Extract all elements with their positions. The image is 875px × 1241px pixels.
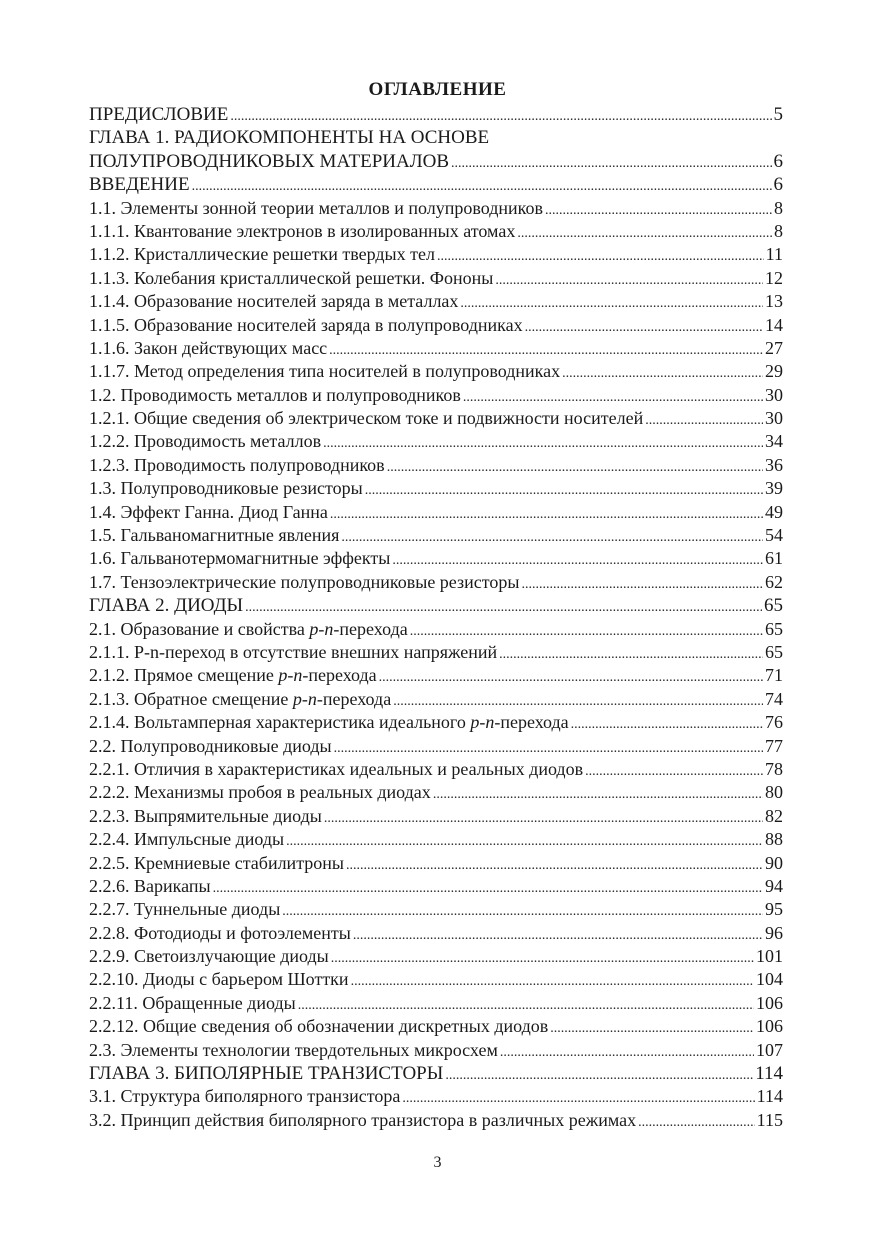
toc-entry-label: ВВЕДЕНИЕ <box>89 174 190 196</box>
toc-entry[interactable] <box>89 454 783 477</box>
toc-entry-label: ГЛАВА 3. БИПОЛЯРНЫЕ ТРАНЗИСТОРЫ <box>89 1063 444 1085</box>
toc-entry-label: 1.2.3. Проводимость полупроводников <box>89 454 385 475</box>
toc-entry-label: 1.1.5. Образование носителей заряда в полупроводниках <box>89 314 523 335</box>
dot-leader <box>379 666 763 689</box>
dot-leader <box>410 620 763 643</box>
dot-leader <box>645 409 763 432</box>
toc-entry-label: 1.2. Проводимость металлов и полупроводников <box>89 384 461 405</box>
toc-entry-page: 65 <box>765 641 783 662</box>
toc-entry-page: 49 <box>765 501 783 522</box>
toc-entry[interactable] <box>89 220 783 243</box>
toc-entry-page: 76 <box>765 712 783 733</box>
toc-entry-page: 13 <box>765 291 783 312</box>
toc-entry[interactable] <box>89 197 783 220</box>
toc-entry-page: 6 <box>773 174 783 196</box>
toc-entry[interactable] <box>89 1062 783 1085</box>
toc-entry[interactable] <box>89 664 783 687</box>
toc-entry-page: 77 <box>765 735 783 756</box>
toc-entry-label: ГЛАВА 1. РАДИОКОМПОНЕНТЫ НА ОСНОВЕ <box>89 127 490 149</box>
toc-entry[interactable] <box>89 758 783 781</box>
dot-leader <box>351 970 754 993</box>
toc-entry-label: 1.1.1. Квантование электронов в изолированных атомах <box>89 220 516 241</box>
toc-entry-page: 106 <box>756 992 783 1013</box>
toc-entry-page: 65 <box>764 595 783 617</box>
toc-entry[interactable] <box>89 501 783 524</box>
dot-leader <box>585 760 763 783</box>
dot-leader <box>353 924 763 947</box>
toc-entry[interactable] <box>89 992 783 1015</box>
dot-leader <box>521 573 763 596</box>
table-of-contents <box>89 103 783 1132</box>
toc-entry-label: 2.2.3. Выпрямительные диоды <box>89 805 322 826</box>
toc-entry-page: 29 <box>765 361 783 382</box>
toc-entry-label: ГЛАВА 2. ДИОДЫ <box>89 595 244 617</box>
toc-entry[interactable] <box>89 103 783 126</box>
dot-leader <box>334 737 763 760</box>
toc-entry-page: 36 <box>765 454 783 475</box>
toc-entry-label: ПРЕДИСЛОВИЕ <box>89 104 229 125</box>
toc-entry-label: 2.2.4. Импульсные диоды <box>89 829 285 850</box>
toc-entry-page: 6 <box>773 150 783 172</box>
toc-entry[interactable] <box>89 735 783 758</box>
dot-leader <box>571 713 763 736</box>
toc-entry-page: 82 <box>765 805 783 826</box>
toc-entry[interactable] <box>89 571 783 594</box>
toc-entry-label: 2.2.5. Кремниевые стабилитроны <box>89 852 345 873</box>
toc-entry[interactable] <box>89 173 783 196</box>
toc-entry[interactable] <box>89 945 783 968</box>
dot-leader <box>392 549 763 572</box>
toc-entry-page: 5 <box>773 104 783 125</box>
toc-entry-page: 106 <box>756 1016 783 1037</box>
toc-entry-page: 30 <box>765 384 783 405</box>
toc-entry-label: 2.1.3. Обратное смещение p-n-перехода <box>89 688 392 709</box>
toc-entry[interactable] <box>89 1039 783 1062</box>
dot-leader <box>245 596 762 619</box>
dot-leader <box>329 339 763 362</box>
toc-entry-label: 2.2.10. Диоды с барьером Шоттки <box>89 969 349 990</box>
dot-leader <box>437 245 764 268</box>
dot-leader <box>499 643 763 666</box>
toc-entry-page: 74 <box>765 688 783 709</box>
toc-entry-label: 2.1.4. Вольтамперная характеристика идеального p-n-перехода <box>89 712 569 733</box>
dot-leader <box>192 175 772 198</box>
toc-entry[interactable] <box>89 477 783 500</box>
dot-leader <box>341 526 763 549</box>
toc-entry-page: 71 <box>765 665 783 686</box>
dot-leader <box>463 386 763 409</box>
toc-entry-page: 34 <box>765 431 783 452</box>
toc-entry-page: 14 <box>765 314 783 335</box>
toc-entry-label: 1.1.2. Кристаллические решетки твердых тел <box>89 244 435 265</box>
toc-entry[interactable] <box>89 1109 783 1132</box>
toc-entry-label: 1.7. Тензоэлектрические полупроводниковые резисторы <box>89 571 520 592</box>
toc-entry[interactable] <box>89 688 783 711</box>
toc-entry-label: 2.1.1. P-n-переход в отсутствие внешних напряжений <box>89 641 498 662</box>
toc-entry[interactable] <box>89 781 783 804</box>
toc-entry-label: 1.1.7. Метод определения типа носителей в полупроводниках <box>89 361 561 382</box>
toc-entry-label: 2.2.7. Туннельные диоды <box>89 899 281 920</box>
dot-leader <box>323 432 763 455</box>
toc-entry-page: 101 <box>756 946 783 967</box>
toc-entry-label: 1.1.6. Закон действующих масс <box>89 337 328 358</box>
dot-leader <box>324 807 763 830</box>
toc-entry-label: 2.2.11. Обращенные диоды <box>89 992 296 1013</box>
toc-entry-label: 1.5. Гальваномагнитные явления <box>89 525 340 546</box>
toc-entry-page: 104 <box>756 969 783 990</box>
toc-entry-page: 78 <box>765 758 783 779</box>
toc-entry-page: 65 <box>765 618 783 639</box>
toc-entry[interactable] <box>89 547 783 570</box>
toc-entry-label: 1.6. Гальванотермомагнитные эффекты <box>89 548 391 569</box>
toc-entry-page: 95 <box>765 899 783 920</box>
toc-entry-page: 27 <box>765 337 783 358</box>
toc-entry[interactable] <box>89 290 783 313</box>
toc-entry[interactable] <box>89 828 783 851</box>
toc-entry[interactable] <box>89 243 783 266</box>
toc-entry[interactable] <box>89 618 783 641</box>
dot-leader <box>545 199 772 222</box>
toc-entry-page: 62 <box>765 571 783 592</box>
toc-entry-label: 2.2. Полупроводниковые диоды <box>89 735 332 756</box>
toc-entry-label: 3.1. Структура биполярного транзистора <box>89 1086 401 1107</box>
dot-leader <box>365 479 763 502</box>
toc-entry-page: 11 <box>765 244 783 265</box>
dot-leader <box>393 690 763 713</box>
toc-entry[interactable] <box>89 1015 783 1038</box>
dot-leader <box>495 269 763 292</box>
toc-entry-page: 12 <box>765 267 783 288</box>
toc-entry-page: 39 <box>765 478 783 499</box>
toc-entry[interactable] <box>89 805 783 828</box>
toc-entry[interactable] <box>89 711 783 734</box>
dot-leader <box>500 1041 754 1064</box>
toc-entry-label: 1.2.2. Проводимость металлов <box>89 431 322 452</box>
dot-leader <box>346 854 763 877</box>
toc-entry-label: 2.2.8. Фотодиоды и фотоэлементы <box>89 922 351 943</box>
dot-leader <box>445 1064 753 1087</box>
toc-entry-page: 94 <box>765 875 783 896</box>
page-number: 3 <box>433 1154 442 1171</box>
dot-leader <box>330 503 763 526</box>
toc-entry-page: 8 <box>774 220 783 241</box>
toc-entry[interactable] <box>89 430 783 453</box>
toc-entry[interactable] <box>89 360 783 383</box>
toc-entry[interactable] <box>89 407 783 430</box>
toc-entry-page: 90 <box>765 852 783 873</box>
toc-entry-page: 115 <box>756 1109 783 1130</box>
dot-leader <box>433 783 763 806</box>
toc-entry-label: 1.1. Элементы зонной теории металлов и полупроводников <box>89 197 543 218</box>
toc-entry[interactable] <box>89 875 783 898</box>
toc-entry[interactable] <box>89 898 783 921</box>
toc-entry-label: 2.2.6. Варикапы <box>89 875 211 896</box>
toc-entry-label: 2.2.12. Общие сведения об обозначении дискретных диодов <box>89 1016 549 1037</box>
toc-entry-label: 1.3. Полупроводниковые резисторы <box>89 478 363 499</box>
dot-leader <box>451 152 771 175</box>
toc-entry-label: 2.1. Образование и свойства p-n-перехода <box>89 618 408 639</box>
dot-leader <box>230 105 771 128</box>
toc-entry[interactable] <box>89 1085 783 1108</box>
toc-entry-label: 2.2.1. Отличия в характеристиках идеальных и реальных диодов <box>89 758 584 779</box>
toc-entry-label: 3.2. Принцип действия биполярного транзистора в различных режимах <box>89 1109 637 1130</box>
toc-entry[interactable] <box>89 337 783 360</box>
toc-entry-label: 1.1.4. Образование носителей заряда в металлах <box>89 291 459 312</box>
toc-entry-page: 96 <box>765 922 783 943</box>
toc-entry[interactable] <box>89 968 783 991</box>
dot-leader <box>298 994 754 1017</box>
dot-leader <box>282 900 763 923</box>
dot-leader <box>387 456 763 479</box>
toc-entry-page: 30 <box>765 408 783 429</box>
toc-entry-page: 80 <box>765 782 783 803</box>
toc-entry-label: 2.2.9. Светоизлучающие диоды <box>89 946 329 967</box>
dot-leader <box>562 362 763 385</box>
toc-entry-page: 54 <box>765 525 783 546</box>
toc-entry[interactable] <box>89 314 783 337</box>
toc-entry[interactable] <box>89 150 783 173</box>
toc-entry[interactable] <box>89 524 783 547</box>
toc-entry-page: 114 <box>755 1063 783 1085</box>
toc-entry[interactable] <box>89 126 783 149</box>
toc-entry[interactable] <box>89 267 783 290</box>
toc-entry-label: ПОЛУПРОВОДНИКОВЫХ МАТЕРИАЛОВ <box>89 150 450 172</box>
toc-entry-page: 114 <box>756 1086 783 1107</box>
toc-entry-label: 2.3. Элементы технологии твердотельных микросхем <box>89 1039 498 1060</box>
toc-entry-label: 2.2.2. Механизмы пробоя в реальных диодах <box>89 782 431 803</box>
toc-heading: ОГЛАВЛЕНИЕ <box>368 79 507 100</box>
toc-entry-label: 1.1.3. Колебания кристаллической решетки. Фононы <box>89 267 494 288</box>
dot-leader <box>460 292 763 315</box>
dot-leader <box>550 1017 754 1040</box>
dot-leader <box>638 1111 755 1134</box>
dot-leader <box>402 1087 754 1110</box>
toc-entry[interactable] <box>89 641 783 664</box>
dot-leader <box>331 947 754 970</box>
dot-leader <box>213 877 763 900</box>
toc-entry-page: 61 <box>765 548 783 569</box>
toc-entry[interactable] <box>89 384 783 407</box>
toc-entry[interactable] <box>89 922 783 945</box>
toc-entry[interactable] <box>89 852 783 875</box>
toc-entry-page: 107 <box>756 1039 783 1060</box>
toc-entry-label: 1.4. Эффект Ганна. Диод Ганна <box>89 501 328 522</box>
dot-leader <box>525 316 763 339</box>
dot-leader <box>517 222 772 245</box>
dot-leader <box>286 830 763 853</box>
toc-entry-page: 88 <box>765 829 783 850</box>
toc-entry[interactable] <box>89 594 783 617</box>
toc-entry-label: 1.2.1. Общие сведения об электрическом токе и подвижности носителей <box>89 408 644 429</box>
toc-entry-label: 2.1.2. Прямое смещение p-n-перехода <box>89 665 377 686</box>
toc-entry-page: 8 <box>774 197 783 218</box>
